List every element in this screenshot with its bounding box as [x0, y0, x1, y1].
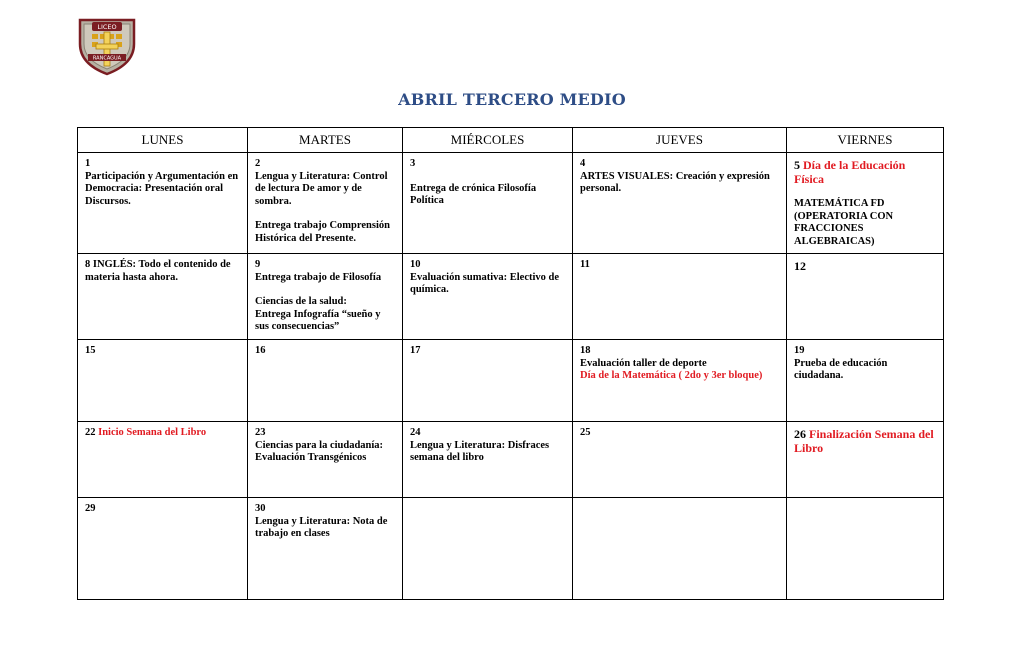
day-cell-11: [573, 254, 787, 340]
day-cell-2: [248, 153, 403, 254]
day-cell-10: [403, 254, 573, 340]
day-number: 15: [85, 345, 96, 356]
event-text: Entrega trabajo Comprensión Histórica del Presente.: [255, 220, 390, 244]
day-number: 17: [410, 345, 421, 356]
day-cell-3: [403, 153, 573, 254]
day-number: 24: [410, 427, 421, 438]
day-cell-4: [573, 153, 787, 254]
day-number: 9: [255, 259, 261, 270]
day-cell-23: [248, 422, 403, 498]
event-text: Prueba de educación ciudadana.: [794, 357, 888, 381]
day-cell-17: [403, 340, 573, 422]
weekday-header-row: [78, 128, 944, 153]
week-row: [78, 422, 944, 498]
event-text: Lengua y Literatura: Disfraces semana del libro: [410, 439, 550, 463]
event-text: Entrega trabajo de Filosofía: [255, 271, 382, 283]
day-cell-8: [78, 254, 248, 340]
day-number: 19: [794, 345, 805, 356]
day-cell-30: [248, 498, 403, 600]
day-cell-25: [573, 422, 787, 498]
week-row: [78, 498, 944, 600]
day-number: 8: [85, 259, 91, 270]
day-number: 23: [255, 427, 266, 438]
week-row: [78, 254, 944, 340]
day-cell-22: [78, 422, 248, 498]
week-row: [78, 153, 944, 254]
day-header-lunes: LUNES: [78, 128, 248, 153]
day-cell-15: [78, 340, 248, 422]
day-number: 18: [580, 345, 591, 356]
event-text: [85, 427, 241, 440]
day-number: 5: [794, 158, 800, 172]
day-cell-29: [78, 498, 248, 600]
calendar-table: [77, 127, 944, 600]
svg-text:RANCAGUA: RANCAGUA: [92, 55, 122, 62]
event-text: Lengua y Literatura: Control de lectura De amor y de sombra.: [255, 170, 388, 207]
day-cell-18: [573, 340, 787, 422]
event-text: Ciencias de la salud:: [255, 296, 347, 307]
school-crest-logo: [76, 14, 138, 76]
day-number: 30: [255, 503, 266, 514]
day-header-martes: MARTES: [248, 128, 403, 153]
event-text: MATEMÁTICA FD (OPERATORIA CON FRACCIONES ALGEBRAICAS): [794, 198, 894, 247]
day-cell-19: [787, 340, 944, 422]
day-number: 4: [580, 158, 586, 169]
day-number: 22: [85, 427, 96, 438]
day-cell-9: [248, 254, 403, 340]
day-number: 3: [410, 158, 416, 169]
day-number: 2: [255, 158, 261, 169]
week-row: [78, 340, 944, 422]
holiday-label: Finalización Semana del Libro: [794, 427, 934, 455]
day-heading: [794, 158, 937, 186]
day-number: 25: [580, 427, 591, 438]
day-number: 26: [794, 427, 806, 441]
day-header-jueves: JUEVES: [573, 128, 787, 153]
holiday-label: Inicio Semana del Libro: [98, 427, 207, 438]
holiday-label: Día de la Matemática ( 2do y 3er bloque): [580, 370, 763, 381]
day-number: 11: [580, 259, 590, 270]
page-title: ABRIL TERCERO MEDIO: [398, 90, 626, 109]
svg-text:LICEO: LICEO: [97, 23, 117, 31]
day-header-miercoles: MIÉRCOLES: [403, 128, 573, 153]
event-text: 8 INGLÉS: Todo el contenido de materia hasta ahora.: [85, 259, 231, 283]
holiday-label: Día de la Educación Física: [794, 158, 906, 186]
day-number: 16: [255, 345, 266, 356]
empty-cell: [787, 498, 944, 600]
day-cell-24: [403, 422, 573, 498]
event-text: Entrega Infografía “sueño y sus consecuencias”: [255, 308, 381, 332]
day-number: 29: [85, 503, 96, 514]
event-text: Entrega de crónica Filosofía Política: [410, 182, 537, 206]
day-cell-12: [787, 254, 944, 340]
event-text: Evaluación taller de deporte: [580, 357, 707, 369]
day-cell-16: [248, 340, 403, 422]
day-number: 10: [410, 259, 421, 270]
event-text: Evaluación sumativa: Electivo de química.: [410, 271, 560, 295]
day-header-viernes: VIERNES: [787, 128, 944, 153]
event-text: Ciencias para la ciudadanía: Evaluación Transgénicos: [255, 439, 384, 463]
day-heading: [794, 427, 937, 455]
day-cell-5: [787, 153, 944, 254]
day-cell-26: [787, 422, 944, 498]
day-cell-1: [78, 153, 248, 254]
day-number: 1: [85, 158, 91, 169]
event-text: Lengua y Literatura: Nota de trabajo en clases: [255, 515, 388, 539]
event-text: Participación y Argumentación en Democracia: Presentación oral Discursos.: [85, 170, 239, 207]
event-text: ARTES VISUALES: Creación y expresión personal.: [580, 170, 770, 194]
day-number: 12: [794, 259, 806, 273]
empty-cell: [573, 498, 787, 600]
empty-cell: [403, 498, 573, 600]
